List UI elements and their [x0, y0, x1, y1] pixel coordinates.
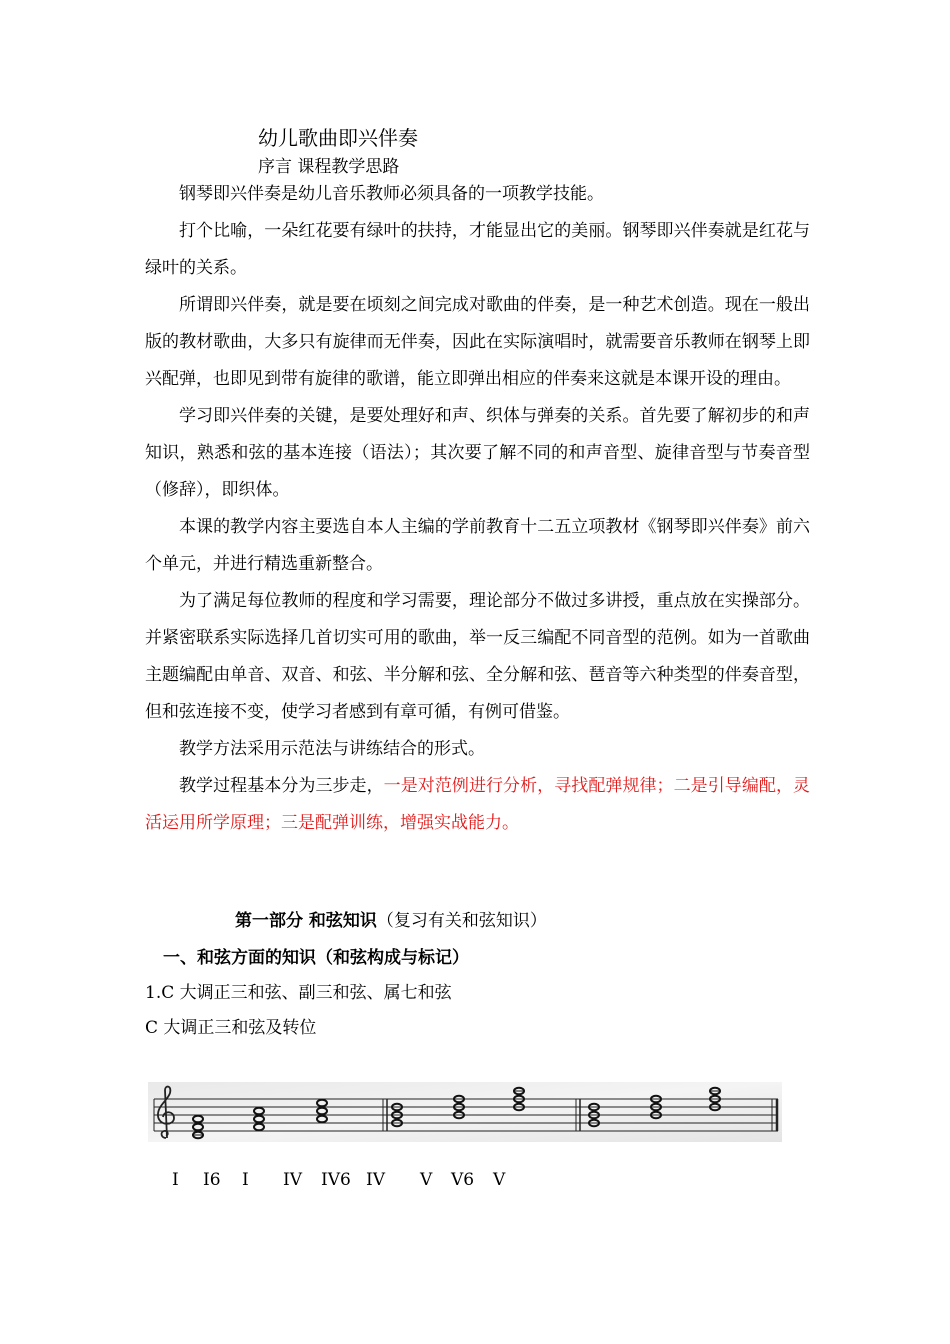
paragraph: 打个比喻，一朵红花要有绿叶的扶持，才能显出它的美丽。钢琴即兴伴奏就是红花与绿叶的关系。: [145, 221, 810, 278]
chord-numeral: V6: [451, 1170, 475, 1190]
subsection-line: 1.C 大调正三和弦、副三和弦、属七和弦: [145, 983, 452, 1003]
section-heading: 一、和弦方面的知识（和弦构成与标记）: [163, 948, 469, 968]
part-title-bold: 第一部分 和弦知识: [235, 911, 377, 931]
chord-numeral: V: [493, 1170, 506, 1190]
chord-numeral: I: [172, 1170, 179, 1190]
chord-numeral: IV: [283, 1170, 302, 1190]
part-title-note: （复习有关和弦知识）: [376, 911, 547, 931]
paragraph-last: [145, 768, 810, 842]
paragraph-prefix: 教学过程基本分为三步走，: [179, 776, 384, 796]
paragraph: 本课的教学内容主要选自本人主编的学前教育十二五立项教材《钢琴即兴伴奏》前六个单元，并进行精选重新整合。: [145, 517, 810, 574]
paragraph: 学习即兴伴奏的关键，是要处理好和声、织体与弹奏的关系。首先要了解初步的和声知识，熟悉和弦的基本连接（语法）；其次要了解不同的和声音型、旋律音型与节奏音型（修辞），即织体。: [145, 406, 810, 500]
doc-subtitle: 序言 课程教学思路: [258, 157, 400, 177]
highlighted-text: 一是对范例进行分析，寻找配弹规律；二是引导编配，灵活运用所学原理；三是配弹训练，增强实战能力。: [145, 776, 811, 833]
paragraph: 所谓即兴伴奏，就是要在顷刻之间完成对歌曲的伴奏，是一种艺术创造。现在一般出版的教材歌曲，大多只有旋律而无伴奏，因此在实际演唱时，就需要音乐教师在钢琴上即兴配弹，也即见到带有旋律的歌谱，能立即弹出相应的伴奏来这就是本课开设的理由。: [145, 295, 810, 389]
doc-title: 幼儿歌曲即兴伴奏: [258, 126, 418, 150]
paragraph: 钢琴即兴伴奏是幼儿音乐教师必须具备的一项教学技能。: [179, 184, 604, 204]
paragraph: 教学方法采用示范法与讲练结合的形式。: [179, 739, 485, 759]
chord-numeral: V: [420, 1170, 433, 1190]
chord-numerals: [0, 1170, 950, 1194]
part-title: [235, 906, 547, 931]
subsection-line: C 大调正三和弦及转位: [145, 1018, 317, 1038]
doc-body: [145, 176, 810, 842]
chord-numeral: I6: [203, 1170, 221, 1190]
chord-numeral: IV6: [321, 1170, 351, 1190]
music-staff-image: [148, 1082, 782, 1142]
paragraph: 为了满足每位教师的程度和学习需要，理论部分不做过多讲授，重点放在实操部分。并紧密联系实际选择几首切实可用的歌曲，举一反三编配不同音型的范例。如为一首歌曲主题编配由单音、双音、和弦、半分解和弦、全分解和弦、琶音等六种类型的伴奏音型，但和弦连接不变，使学习者感到有章可循，有例可借鉴。: [145, 591, 810, 722]
chord-numeral: IV: [366, 1170, 385, 1190]
chord-numeral: I: [242, 1170, 249, 1190]
